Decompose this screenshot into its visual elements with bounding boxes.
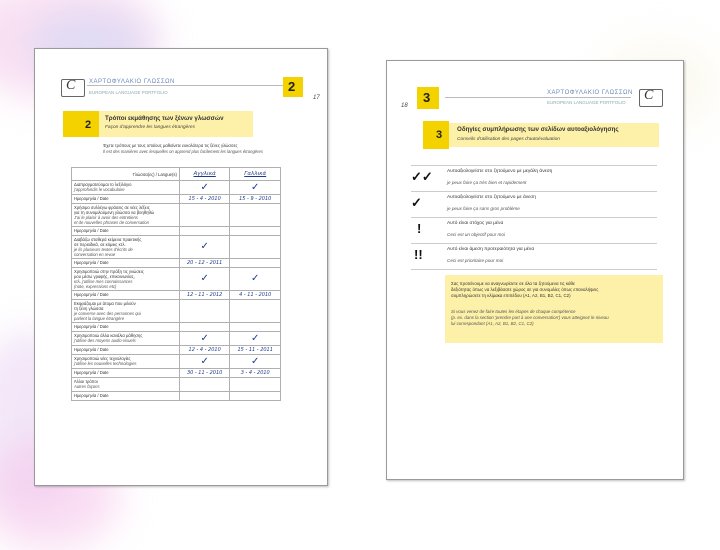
method-label-line: je lis plusieurs textes d'écrits de (74, 247, 133, 252)
divider (411, 165, 657, 166)
language-name: Αγγλικά (193, 171, 216, 177)
council-of-europe-logo-icon (639, 89, 663, 107)
language-cell[interactable] (230, 346, 281, 355)
learning-methods-table (71, 167, 281, 401)
instruction-text-greek: δεξιότητας όπως να λεξιβάσατε χώρος σε για συνομιλίες όπως επαναλήψεις (451, 287, 599, 292)
language-cell[interactable] (179, 181, 230, 195)
method-label-cell (72, 300, 180, 323)
legend-text-greek: Αυτό είναι στόχος για μένα (447, 221, 504, 226)
language-cell[interactable] (179, 300, 230, 323)
language-cell[interactable] (179, 268, 230, 291)
check-mark-icon: ✓ (251, 332, 260, 344)
instructions-box (445, 275, 663, 343)
method-label-line: Ημερομηνία / Date (74, 260, 109, 265)
language-column-header (230, 168, 281, 181)
method-label-line: (note, expressions etc) (74, 284, 117, 289)
method-label-line: μου μέσω γραφής, επικοινωνίας, (74, 274, 135, 279)
language-cell[interactable] (179, 236, 230, 259)
date-row (72, 291, 281, 300)
language-name: Γαλλικά (244, 171, 267, 177)
instruction-text-french: lui correspondant (A1, A2, B1, B2, C1, C2) (451, 321, 534, 326)
method-label-line: Εκφράζομαι με άτομα που μιλούν (74, 301, 136, 306)
method-label-cell (72, 323, 180, 332)
legend-text-greek: Αυτό είναι άμεση προτεραιότητα για μένα (447, 247, 535, 252)
method-label-line: j'utilise les nouvelles technologies (74, 361, 137, 366)
method-label-cell (72, 378, 180, 392)
legend-row (411, 169, 671, 189)
date-row (72, 392, 281, 401)
exclamation-icon: ! (417, 221, 422, 236)
legend-row (411, 221, 671, 241)
method-label-line: για τη συνομιλούμενη γλώσσα να βοηθηθώ (74, 210, 155, 215)
date-row (72, 369, 281, 378)
check-mark-icon: ✓ (200, 332, 209, 344)
method-label-cell (72, 268, 180, 291)
council-of-europe-logo-icon (61, 79, 85, 97)
method-label-line: τη ξένη γλώσσα (74, 306, 104, 311)
method-label-cell (72, 195, 180, 204)
table-header-label: Γλώσσα(ες) / Langue(s) (72, 168, 180, 181)
language-cell[interactable] (230, 323, 281, 332)
language-cell[interactable] (230, 259, 281, 268)
language-cell[interactable] (230, 291, 281, 300)
method-label-line: Ημερομηνία / Date (74, 228, 109, 233)
intro-text-greek: Έχετε τρόπους με τους οποίους μαθαίνετε ευκολότερα τις ξένες γλώσσες (103, 143, 238, 148)
section-number: 3 (423, 90, 431, 105)
method-label-line: Άλλοι τρόποι (74, 379, 98, 384)
method-label-cell (72, 236, 180, 259)
handwritten-date: 15 - 11 - 2011 (237, 347, 273, 353)
check-mark-icon: ✓ (200, 273, 209, 284)
handwritten-date: 12 - 11 - 2012 (186, 292, 223, 298)
language-cell[interactable] (179, 378, 230, 392)
date-row (72, 323, 281, 332)
date-row (72, 195, 281, 204)
method-label-line: Χρήσιμο συλλέγω φράσεις σε νέες λέξεις (74, 205, 150, 210)
header-rule (445, 97, 631, 98)
handwritten-date: 30 - 11 - 2010 (186, 370, 223, 376)
date-row (72, 227, 281, 236)
method-row (72, 300, 281, 323)
divider (411, 269, 657, 270)
check-mark-icon: ✓ (200, 181, 209, 193)
method-label-line: Χρησιμοποιώ νέες τεχνολογίες (74, 356, 131, 361)
section-number: 2 (288, 79, 296, 94)
legend-row (411, 195, 671, 215)
divider (411, 191, 657, 192)
handwritten-date: 15 - 9 - 2010 (239, 196, 272, 202)
method-row (72, 181, 281, 195)
language-cell[interactable] (230, 392, 281, 401)
section-subtitle: Conseils d'utilisation des pages d'autoévaluation (457, 137, 560, 142)
table-header-row (72, 168, 281, 181)
method-label-line: Ημερομηνία / Date (74, 196, 109, 201)
method-label-line: Διαβάζω σταθερά κείμενα πρακτικής (74, 237, 142, 242)
double-exclamation-icon: !! (414, 247, 423, 262)
right-document-page (386, 60, 684, 480)
handwritten-date: 15 - 4 - 2010 (188, 196, 221, 202)
language-cell[interactable] (230, 227, 281, 236)
language-cell[interactable] (179, 323, 230, 332)
legend-text-french: Ceci est prioritaire pour moi (447, 258, 504, 263)
language-cell[interactable] (179, 204, 230, 227)
legend-text-french: je peux faire ça très bien et rapidement (447, 180, 527, 185)
method-label-line: et de nouvelles phrases de conversation (74, 220, 149, 225)
method-label-line: Ημερομηνία / Date (74, 393, 109, 398)
language-cell[interactable] (179, 346, 230, 355)
legend-row (411, 247, 671, 267)
method-label-cell (72, 332, 180, 346)
handwritten-date: 20 - 12 - 2011 (186, 260, 223, 266)
language-cell[interactable] (179, 227, 230, 236)
language-cell[interactable] (230, 300, 281, 323)
page-number: 17 (313, 95, 320, 101)
section-number-box (423, 121, 449, 149)
check-mark-icon: ✓ (251, 273, 260, 284)
section-badge (417, 87, 439, 109)
legend-text-greek: Αυτοαξιολογείστε στο ζητούμενο με άνεση (447, 195, 536, 200)
check-mark-icon: ✓ (251, 355, 260, 367)
handwritten-date: 3 - 4 - 2010 (240, 370, 270, 376)
section-title: Οδηγίες συμπλήρωσης των σελίδων αυτοαξιολόγησης (457, 126, 619, 133)
method-row (72, 355, 281, 369)
method-label-line: κτλ. j'utilise mes connaissances (74, 279, 133, 284)
section-subtitle: Façon d'apprendre les langues étrangères (105, 125, 195, 130)
language-cell[interactable] (230, 378, 281, 392)
check-icon: ✓ (411, 195, 422, 210)
method-row (72, 332, 281, 346)
method-label-line: Autres façons (74, 384, 100, 389)
language-cell[interactable] (179, 392, 230, 401)
language-cell[interactable] (230, 181, 281, 195)
section-number-box (63, 111, 99, 137)
handwritten-date: 4 - 11 - 2010 (239, 292, 272, 298)
check-mark-icon: ✓ (200, 241, 209, 252)
method-label-cell (72, 259, 180, 268)
method-label-line: Ημερομηνία / Date (74, 347, 109, 352)
language-cell[interactable] (179, 291, 230, 300)
header-rule (87, 85, 283, 86)
date-row (72, 346, 281, 355)
instruction-text-french: Si vous venez de faire toutes les étapes de chaque compétence (451, 309, 576, 314)
method-row (72, 204, 281, 227)
method-label-cell (72, 227, 180, 236)
method-row (72, 378, 281, 392)
method-label-cell (72, 369, 180, 378)
divider (411, 243, 657, 244)
section-number: 3 (436, 129, 443, 141)
method-row (72, 236, 281, 259)
method-label-line: σε περιοδικά, σε κόμικς κτλ. (74, 242, 126, 247)
legend-text-french: je peux faire ça sans gros problème (447, 206, 520, 211)
language-cell[interactable] (179, 332, 230, 346)
language-cell[interactable] (230, 332, 281, 346)
method-label-line: parlent la langue étrangère (74, 316, 125, 321)
left-document-page (34, 48, 328, 486)
method-label-line: j'utilise des moyens audio-visuels (74, 338, 136, 343)
header-subtitle: EUROPEAN LANGUAGE PORTFOLIO (547, 100, 626, 105)
method-label-cell (72, 204, 180, 227)
section-badge (283, 77, 303, 97)
language-cell[interactable] (179, 355, 230, 369)
method-label-line: conversation en revue (74, 252, 116, 257)
method-label-line: Ημερομηνία / Date (74, 370, 109, 375)
method-label-cell (72, 346, 180, 355)
language-cell[interactable] (179, 195, 230, 204)
method-label-line: je converse avec des personnes qui (74, 311, 141, 316)
method-label-line: J'ai le plaisir à avoir des entretiens (74, 215, 138, 220)
double-check-icon: ✓✓ (411, 169, 433, 184)
language-cell[interactable] (179, 259, 230, 268)
method-label-line: Ημερομηνία / Date (74, 324, 109, 329)
intro-text-french: Il est des manières avec lesquelles on apprend plus facilement les langues étrangères (103, 149, 263, 154)
method-label-line: Διαπραγματεύομαι το λεξιλόγιο (74, 182, 132, 187)
method-label-line: Ημερομηνία / Date (74, 292, 109, 297)
method-label-cell (72, 181, 180, 195)
check-mark-icon: ✓ (200, 355, 209, 367)
instruction-text-french: (p. ex. dans la section 'prendre part à une conversation') vous atteignez le niveau (451, 315, 609, 320)
method-label-line: Χρησιμοποιώ άλλα κανάλια μάθησης (74, 333, 143, 338)
language-column-header (179, 168, 230, 181)
date-row (72, 259, 281, 268)
method-row (72, 268, 281, 291)
method-label-line: Χρησιμοποιώ στην πράξη τις γνώσεις (74, 269, 144, 274)
header-title: ΧΑΡΤΟΦΥΛΑΚΙΟ ΓΛΩΣΣΩΝ (547, 90, 633, 96)
legend-text-greek: Αυτοαξιολογείστε στο ζητούμενο με μεγάλη άνεση (447, 169, 553, 174)
language-cell[interactable] (230, 369, 281, 378)
method-label-line: j'approfondis le vocabulaire (74, 187, 125, 192)
language-cell[interactable] (230, 204, 281, 227)
header-subtitle: EUROPEAN LANGUAGE PORTFOLIO (89, 90, 168, 95)
language-cell[interactable] (230, 236, 281, 259)
language-cell[interactable] (230, 355, 281, 369)
instruction-text-greek: συμπληρώσετε τη κλίμακα επιπέδου (A1, A2, B1, B2, C1, C2) (451, 293, 571, 298)
language-cell[interactable] (230, 268, 281, 291)
method-label-cell (72, 392, 180, 401)
page-number: 18 (401, 103, 408, 109)
divider (411, 217, 657, 218)
method-label-cell (72, 355, 180, 369)
instruction-text-greek: Σας προτείνουμε να αναγνωρίσετε σε όλα τα ζητούμενα τις κάθε (451, 281, 575, 286)
section-number: 2 (85, 119, 92, 131)
check-mark-icon: ✓ (251, 181, 260, 193)
legend-text-french: Ceci est un objectif pour moi (447, 232, 505, 237)
language-cell[interactable] (230, 195, 281, 204)
language-cell[interactable] (179, 369, 230, 378)
handwritten-date: 12 - 4 - 2010 (188, 347, 221, 353)
header-title: ΧΑΡΤΟΦΥΛΑΚΙΟ ΓΛΩΣΣΩΝ (89, 79, 175, 85)
section-title: Τρόποι εκμάθησης των ξένων γλωσσών (105, 115, 224, 122)
method-label-cell (72, 291, 180, 300)
